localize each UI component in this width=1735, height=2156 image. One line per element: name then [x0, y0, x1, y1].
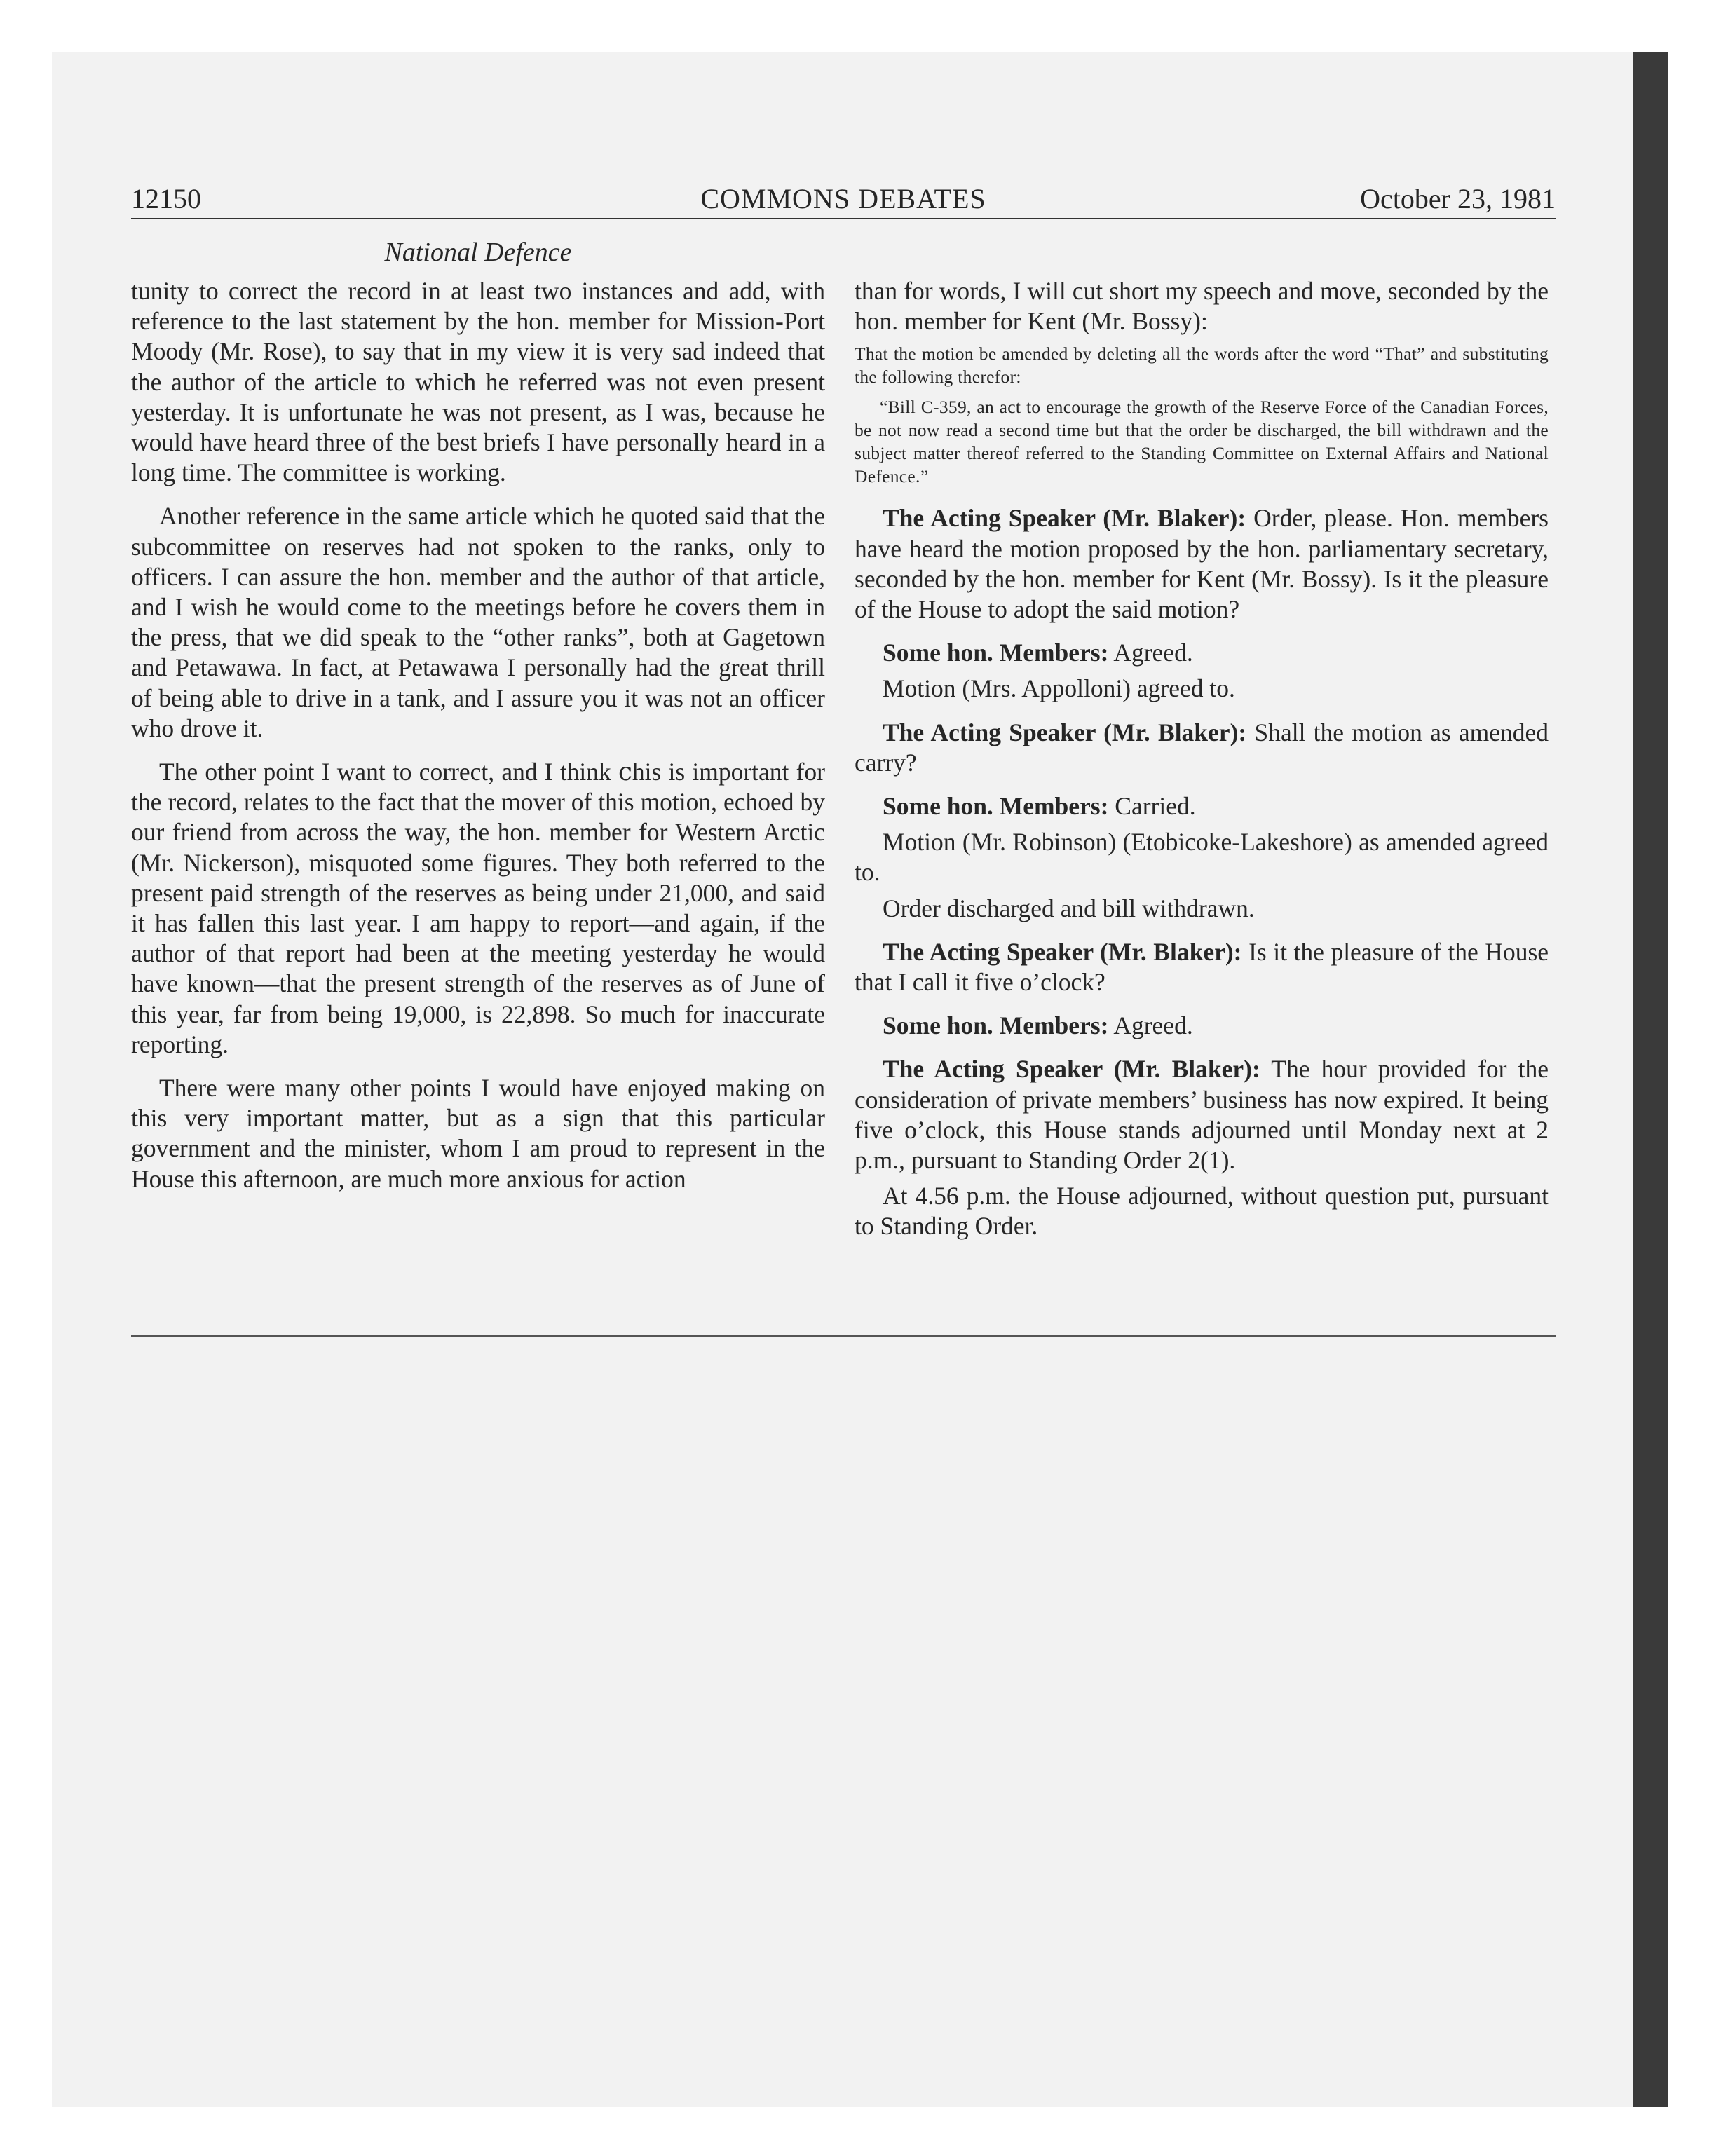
- page-number: 12150: [131, 183, 201, 214]
- members-response: [855, 638, 1549, 668]
- motion-result: Motion (Mrs. Appolloni) agreed to.: [883, 674, 1235, 703]
- members-response: [855, 1011, 1549, 1041]
- speaker-label: The Acting Speaker (Mr. Blaker):: [883, 1055, 1260, 1084]
- speaker-statement: [855, 1054, 1549, 1175]
- left-column: [131, 276, 825, 1208]
- statement-text: Order, please. Hon. members have heard the motion proposed by the hon. parliamentary secretary, seconded by the hon. member for Kent (Mr. Bossy). Is it the pleasure of the House to adopt the said motion?: [855, 504, 1549, 624]
- paragraph: The other point I want to correct, and I think ⅽhis is important for the record, relates to the fact that the mover of this motion, echoed by our friend from across the way, the hon. member for Western Arctic (Mr. Nickerson), misquoted some figures. They both referred to the present paid strength of the reserves as being under 21,000, and said it has fallen this last year. I am happy to report—and again, if the author of that report had been at the meeting yesterday he would have known—that the present strength of the reserves as of June of this year, far from being 19,000, is 22,898. So much for inaccurate reporting.: [131, 758, 825, 1058]
- paragraph: There were many other points I would have enjoyed making on this very important matter, but as a sign that this particular government and the minister, whom I am proud to represent in the House this afternoon, are much more anxious for action: [131, 1074, 825, 1193]
- page-date: October 23, 1981: [1360, 183, 1556, 214]
- section-title: National Defence: [384, 238, 572, 267]
- header-rule: [131, 218, 1556, 219]
- end-rule: [131, 1335, 1556, 1337]
- members-label: Some hon. Members:: [883, 792, 1109, 821]
- adjournment-note: At 4.56 p.m. the House adjourned, without question put, pursuant to Standing Order.: [855, 1182, 1549, 1241]
- speaker-statement: [855, 718, 1549, 778]
- scan-binding-edge: [1633, 52, 1668, 2107]
- response-text: Agreed.: [1113, 639, 1193, 667]
- speaker-label: The Acting Speaker (Mr. Blaker):: [883, 937, 1242, 966]
- members-label: Some hon. Members:: [883, 1011, 1109, 1040]
- motion-result: Motion (Mr. Robinson) (Etobicoke-Lakeshore) as amended agreed to.: [855, 828, 1549, 887]
- order-result: Order discharged and bill withdrawn.: [883, 894, 1255, 922]
- response-text: Carried.: [1115, 792, 1196, 821]
- paragraph: Another reference in the same article which he quoted said that the subcommittee on reserves had not spoken to the ranks, only to officers. I can assure the hon. member and the author of that article, and I wish he would come to the meetings before he covers them in the press, that we did speak to the “other ranks”, both at Gagetown and Petawawa. In fact, at Petawawa I personally had the great thrill of being able to drive in a tank, and I assure you it was not an officer who drove it.: [131, 502, 825, 742]
- statement-text: Shall the motion as amended carry?: [855, 718, 1549, 777]
- speaker-label: The Acting Speaker (Mr. Blaker):: [883, 504, 1246, 533]
- statement-text: Is it the pleasure of the House that I call it five o’clock?: [855, 937, 1549, 997]
- statement-text: The hour provided for the consideration of private members’ business has now expired. It being five o’clock, this House stands adjourned until Monday next at 2 p.m., pursuant to Standing Order 2(1).: [855, 1055, 1549, 1175]
- speaker-statement: [855, 503, 1549, 625]
- paragraph: than for words, I will cut short my speech and move, seconded by the hon. member for Kent (Mr. Bossy):: [855, 277, 1549, 336]
- paragraph: tunity to correct the record in at least two instances and add, with reference to the last statement by the hon. member for Mission-Port Moody (Mr. Rose), to say that in my view it is very sad indeed that the author of the article to which he referred was not even present yesterday. It is unfortunate he was not present, as I was, because he would have heard three of the best briefs I have personally heard in a long time. The committee is working.: [131, 277, 825, 487]
- speaker-statement: [855, 937, 1549, 997]
- members-label: Some hon. Members:: [883, 639, 1109, 667]
- response-text: Agreed.: [1113, 1011, 1193, 1040]
- speaker-label: The Acting Speaker (Mr. Blaker):: [883, 718, 1247, 746]
- right-column: [855, 276, 1549, 1255]
- amendment-quote: “Bill C-359, an act to encourage the growth of the Reserve Force of the Canadian Forces, be not now read a second time but that the order be discharged, the bill withdrawn and the subject matter thereof referred to the Standing Committee on External Affairs and National Defence.”: [855, 397, 1549, 487]
- amendment-text: That the motion be amended by deleting all the words after the word “That” and substituting the following therefor:: [855, 343, 1549, 388]
- publication-title: COMMONS DEBATES: [700, 183, 986, 214]
- members-response: [855, 791, 1549, 821]
